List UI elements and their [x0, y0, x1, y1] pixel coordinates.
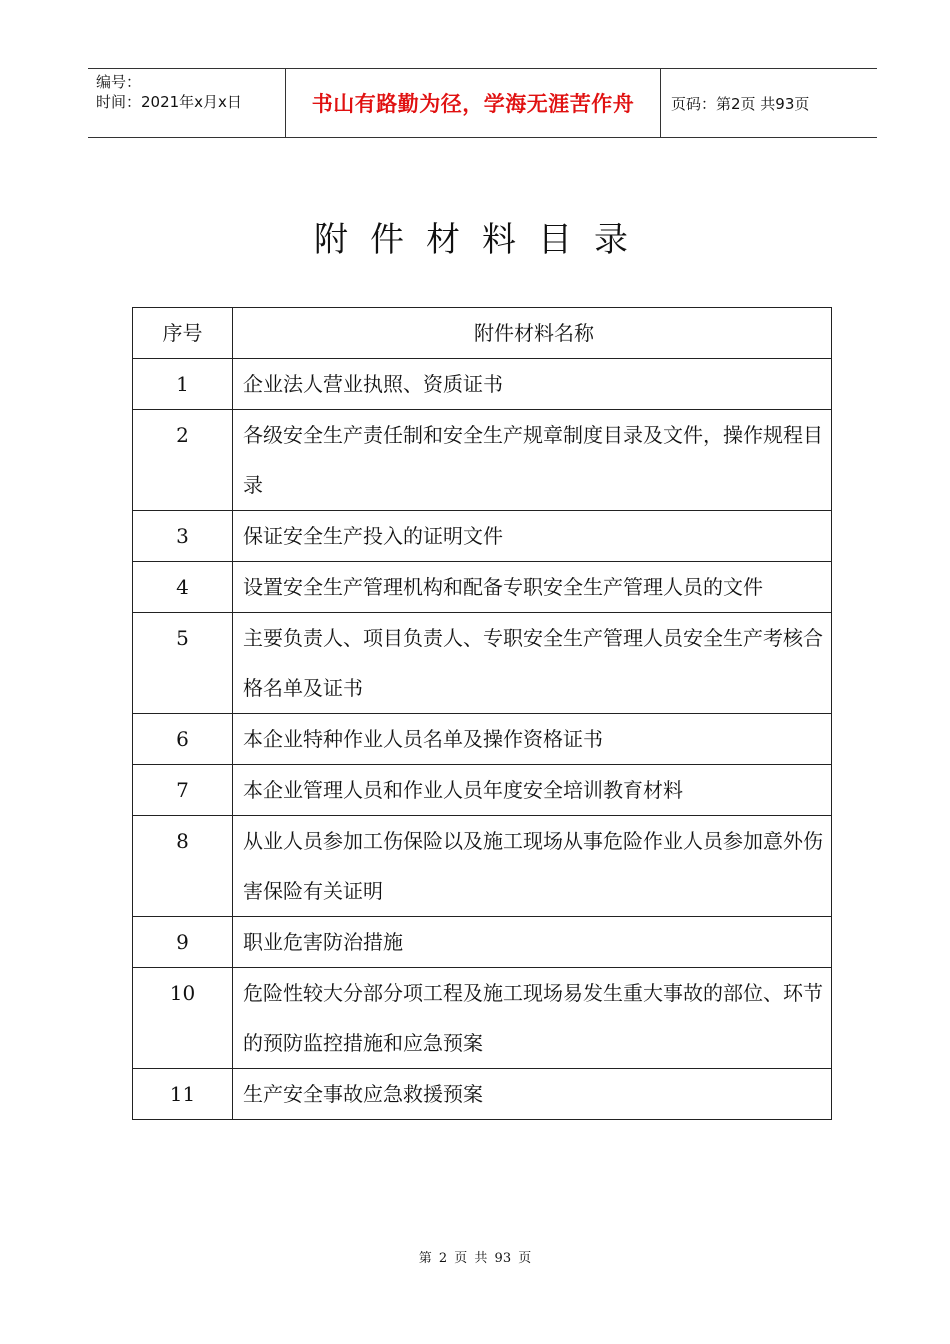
header-cell-name: 附件材料名称	[233, 308, 832, 359]
row-number: 7	[133, 765, 233, 816]
table-row	[133, 816, 832, 917]
row-number: 1	[133, 359, 233, 410]
row-number: 9	[133, 917, 233, 968]
table-row	[133, 714, 832, 765]
time-label: 时间：2021年x月x日	[96, 93, 242, 111]
row-name: 本企业特种作业人员名单及操作资格证书	[233, 714, 832, 765]
row-number: 5	[133, 613, 233, 714]
row-number: 8	[133, 816, 233, 917]
header-motto: 书山有路勤为径，学海无涯苦作舟	[286, 69, 661, 137]
table-row	[133, 511, 832, 562]
table-row	[133, 765, 832, 816]
row-name: 本企业管理人员和作业人员年度安全培训教育材料	[233, 765, 832, 816]
row-number: 2	[133, 410, 233, 511]
row-name: 设置安全生产管理机构和配备专职安全生产管理人员的文件	[233, 562, 832, 613]
header-meta	[88, 69, 286, 137]
header-cell-number: 序号	[133, 308, 233, 359]
row-name: 主要负责人、项目负责人、专职安全生产管理人员安全生产考核合格名单及证书	[233, 613, 832, 714]
table-header-row	[133, 308, 832, 359]
attachment-table	[132, 307, 832, 1120]
row-name: 生产安全事故应急救援预案	[233, 1069, 832, 1120]
row-name: 从业人员参加工伤保险以及施工现场从事危险作业人员参加意外伤害保险有关证明	[233, 816, 832, 917]
table-row	[133, 410, 832, 511]
table-row	[133, 1069, 832, 1120]
table-row	[133, 917, 832, 968]
row-number: 4	[133, 562, 233, 613]
table-row	[133, 562, 832, 613]
header-page-info: 页码：第2页 共93页	[671, 94, 810, 113]
row-name: 危险性较大分部分项工程及施工现场易发生重大事故的部位、环节的预防监控措施和应急预案	[233, 968, 832, 1069]
row-name: 各级安全生产责任制和安全生产规章制度目录及文件，操作规程目录	[233, 410, 832, 511]
table-row	[133, 359, 832, 410]
row-number: 10	[133, 968, 233, 1069]
table-row	[133, 968, 832, 1069]
row-number: 3	[133, 511, 233, 562]
page-title: 附件材料目录	[314, 220, 650, 260]
table-row	[133, 613, 832, 714]
row-number: 11	[133, 1069, 233, 1120]
code-label: 编号：	[96, 73, 142, 91]
document-header	[88, 68, 877, 138]
page-footer: 第 2 页 共 93 页	[418, 1251, 532, 1266]
row-name: 保证安全生产投入的证明文件	[233, 511, 832, 562]
row-name: 企业法人营业执照、资质证书	[233, 359, 832, 410]
row-number: 6	[133, 714, 233, 765]
row-name: 职业危害防治措施	[233, 917, 832, 968]
